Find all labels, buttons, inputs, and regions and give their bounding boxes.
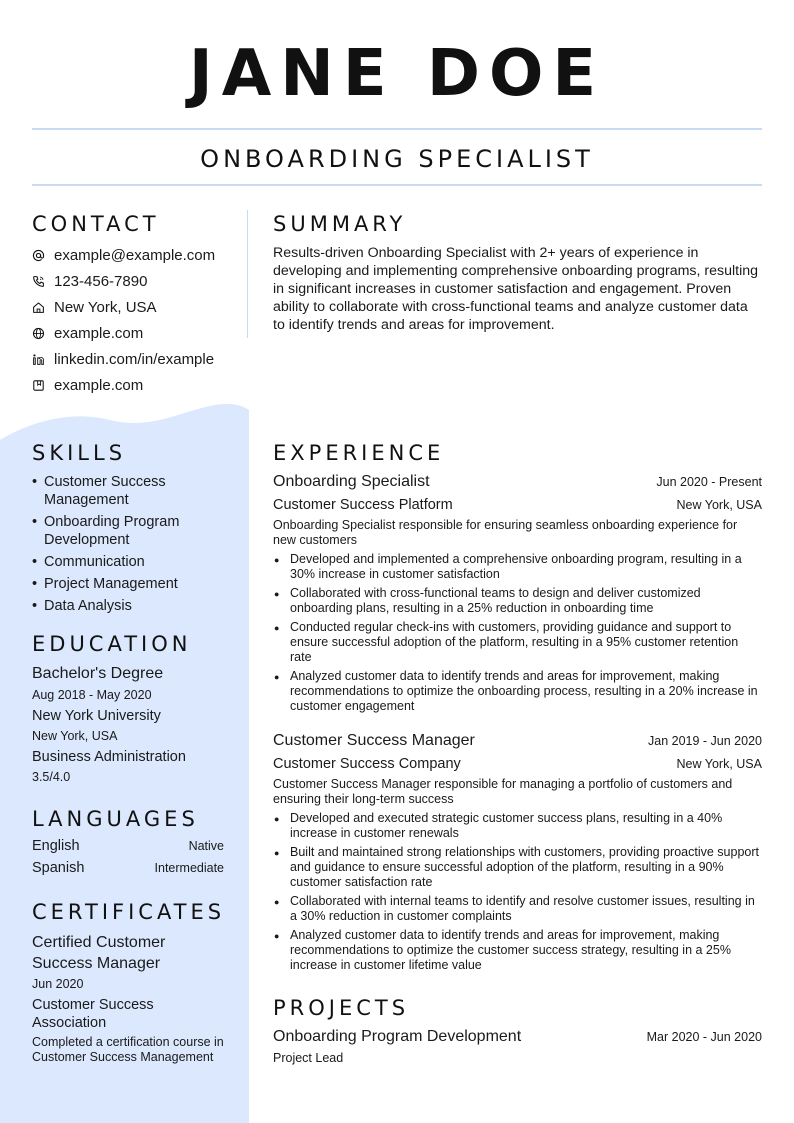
job-bullet: ● Collaborated with internal teams to identify and resolve customer issues, resulting in a 30% reduction in customer complaints: [273, 894, 762, 924]
experience-heading: EXPERIENCE: [273, 441, 445, 465]
projects-heading: PROJECTS: [273, 996, 410, 1020]
job-bullet: ● Developed and executed strategic customer success plans, resulting in a 40% increase in customer renewals: [273, 811, 762, 841]
project-header: [273, 1028, 762, 1046]
contact-email[interactable]: [32, 242, 215, 268]
linkedin-icon: [32, 353, 45, 366]
job-header: [273, 473, 762, 491]
contact-linkedin-text: linkedin.com/in/example: [54, 350, 215, 368]
job-bullet: ● Analyzed customer data to identify trends and areas for improvement, making recommendations to optimize the customer success strategy, resulting in a 25% increase in customer lifetime value: [273, 928, 762, 973]
job-location: New York, USA: [676, 498, 762, 512]
column-divider: [247, 210, 248, 338]
job-bullet: ● Collaborated with cross-functional teams to design and deliver customized onboarding plans, resulting in a 25% reduction in onboarding time: [273, 586, 762, 616]
job-role: Customer Success Manager: [273, 732, 475, 749]
contact-location: [32, 294, 215, 320]
language-row: [32, 838, 224, 854]
globe-icon: [32, 327, 45, 340]
education-degree: Bachelor's Degree: [32, 665, 164, 682]
language-level: Native: [188, 839, 224, 853]
language-name: Spanish: [32, 860, 85, 876]
contact-website-text: example.com: [54, 324, 144, 342]
education-field: Business Administration: [32, 749, 186, 765]
skill-item: • Communication: [32, 553, 237, 571]
header-rule-bottom: [32, 184, 762, 186]
job-bullet: ● Conducted regular check-ins with customers, providing guidance and support to ensure successful adoption of the platform, resulting in a 95% customer retention rate: [273, 620, 762, 665]
education-location: New York, USA: [32, 729, 118, 743]
contact-website[interactable]: [32, 320, 215, 346]
job-location: New York, USA: [676, 757, 762, 771]
project-dates: Mar 2020 - Jun 2020: [646, 1030, 762, 1044]
certificate-name: Certified Customer Success Manager: [32, 934, 166, 972]
skill-item: • Onboarding Program Development: [32, 513, 237, 549]
job-bullet: ● Built and maintained strong relationships with customers, providing proactive support and guidance to ensure successful adoption of the platform, resulting in a 90% customer satisfaction rate: [273, 845, 762, 890]
contact-email-text: example@example.com: [54, 246, 216, 264]
education-heading: EDUCATION: [32, 632, 192, 656]
job-bullet: ● Analyzed customer data to identify trends and areas for improvement, making recommendations to optimize the onboarding process, resulting in a 20% increase in customer engagement: [273, 669, 762, 714]
job-description: Customer Success Manager responsible for managing a portfolio of customers and ensuring their long-term success: [273, 777, 733, 806]
job-dates: Jun 2020 - Present: [656, 475, 762, 489]
skill-item: • Data Analysis: [32, 597, 237, 615]
job-company-row: [273, 756, 762, 772]
language-row: [32, 860, 224, 876]
portfolio-icon: [32, 379, 45, 392]
language-name: English: [32, 838, 80, 854]
job-company: Customer Success Company: [273, 756, 461, 772]
summary-heading: SUMMARY: [273, 212, 407, 236]
language-level: Intermediate: [154, 861, 224, 875]
job-header: [273, 732, 762, 750]
at-icon: [32, 249, 45, 262]
certificates-heading: CERTIFICATES: [32, 900, 226, 924]
skill-item: • Project Management: [32, 575, 237, 593]
certificate-issuer: Customer Success Association: [32, 997, 154, 1031]
certificate-date: Jun 2020: [32, 977, 84, 991]
contact-list: [32, 242, 215, 398]
job-description: Onboarding Specialist responsible for ensuring seamless onboarding experience for new customers: [273, 518, 738, 547]
skill-item: • Customer Success Management: [32, 473, 237, 509]
contact-portfolio[interactable]: [32, 372, 215, 398]
skills-list: [32, 473, 237, 619]
job-role: Onboarding Specialist: [273, 473, 430, 490]
job-company-row: [273, 497, 762, 513]
contact-phone[interactable]: [32, 268, 215, 294]
candidate-name: JANE DOE: [188, 37, 606, 111]
job-dates: Jan 2019 - Jun 2020: [648, 734, 762, 748]
contact-linkedin[interactable]: [32, 346, 215, 372]
project-name: Onboarding Program Development: [273, 1028, 522, 1045]
contact-heading: CONTACT: [32, 212, 160, 236]
contact-portfolio-text: example.com: [54, 376, 144, 394]
job-bullets: [273, 811, 762, 977]
job-bullets: [273, 552, 762, 718]
contact-phone-text: 123-456-7890: [54, 272, 148, 290]
summary-text: Results-driven Onboarding Specialist with 2+ years of experience in developing and implementing comprehensive onboarding programs, resulting in significant increases in customer satisfaction and engagement. Proven ability to collaborate with cross-functional teams and analyze customer data to identify trends and areas for improvement.: [273, 245, 759, 333]
job-company: Customer Success Platform: [273, 497, 453, 513]
header-rule-top: [32, 128, 762, 130]
education-school: New York University: [32, 708, 161, 724]
phone-icon: [32, 275, 45, 288]
education-dates: Aug 2018 - May 2020: [32, 688, 152, 702]
home-icon: [32, 301, 45, 314]
contact-location-text: New York, USA: [54, 298, 157, 316]
education-gpa: 3.5/4.0: [32, 770, 71, 784]
skills-heading: SKILLS: [32, 441, 127, 465]
project-role: Project Lead: [273, 1051, 344, 1065]
certificate-description: Completed a certification course in Customer Success Management: [32, 1035, 224, 1064]
languages-heading: LANGUAGES: [32, 807, 199, 831]
job-title: ONBOARDING SPECIALIST: [200, 145, 594, 173]
job-bullet: ● Developed and implemented a comprehensive onboarding program, resulting in a 30% increase in customer satisfaction: [273, 552, 762, 582]
